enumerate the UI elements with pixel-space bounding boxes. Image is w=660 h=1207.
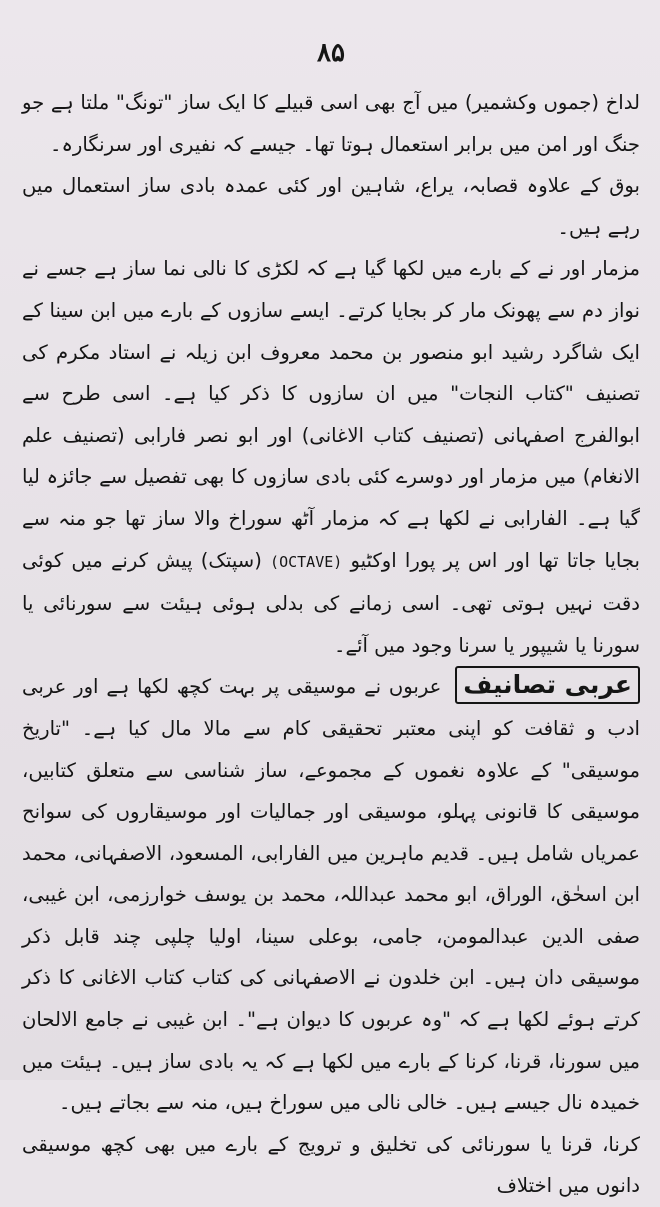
paragraph-4 (22, 666, 640, 1124)
paragraph-2: بوق کے علاوہ قصابہ، یراع، شاہین اور کئی عمدہ بادی ساز استعمال میں رہے ہیں۔ (22, 174, 640, 239)
page-number: ۸۵ (317, 38, 345, 68)
octave-label: (OCTAVE) (270, 552, 343, 571)
paragraph-3-continuation: (سپتک) پیش کرنے میں کوئی دقت نہیں ہوتی تھی۔ اسی زمانے کی بدلی ہوئی ہیئت سے سورنائی یا سورنا یا شیپور یا سرنا وجود میں آئے۔ (22, 548, 640, 657)
section-heading-arabic-works: عربی تصانیف (455, 666, 640, 704)
paragraph-3 (22, 248, 640, 666)
paragraph-1: لداخ (جموں وکشمیر) میں آج بھی اسی قبیلے کا ایک ساز "تونگ" ملتا ہے جو جنگ اور امن میں برابر استعمال ہوتا تھا۔ جیسے کہ نفیری اور سرنگارہ۔ (22, 91, 640, 156)
paragraph-3-text: مزمار اور نے کے بارے میں لکھا گیا ہے کہ لکڑی کا نالی نما ساز ہے جسے نے نواز دم سے پھونک مار کر بجایا کرتے۔ ایسے سازوں کے بارے میں ابن سینا کے ایک شاگرد رشید ابو منصور بن محمد معروف ابن زیلہ نے استاد مکرم کی تصنیف "کتاب النجات" میں ان سازوں کا ذکر کیا ہے۔ اسی طرح سے ابوالفرج اصفہانی (تصنیف کتاب الاغانی) اور ابو نصر فارابی (تصنیف علم الانغام) میں مزمار اور دوسرے کئی بادی سازوں کا بھی تفصیل سے جائزہ لیا گیا ہے۔ الفارابی نے لکھا ہے کہ مزمار آٹھ سوراخ والا ساز تھا جو منہ سے بجایا جاتا تھا اور اس پر پورا اوکٹیو (22, 257, 640, 572)
paragraph-5: کرنا، قرنا یا سورنائی کی تخلیق و ترویج کے بارے میں بھی کچھ موسیقی دانوں میں اختلاف (22, 1132, 640, 1198)
paragraph-4-text: عربوں نے موسیقی پر بہت کچھ لکھا ہے اور عربی ادب و ثقافت کو اپنی معتبر تحقیقی کام سے مالا مال کیا ہے۔ "تاریخ موسیقی" کے علاوہ نغموں کے مجموعے، ساز شناسی سے متعلق کتابیں، موسیقی کا قانونی پہلو، موسیقی اور جمالیات اور موسیقاروں کی سوانح عمریاں شامل ہیں۔ قدیم ماہرین میں الفارابی، المسعود، الاصفہانی، محمد ابن اسحٰق، الوراق، ابو محمد عبداللہ، محمد بن یوسف خوارزمی، ابن غیبی، صفی الدین عبدالمومن، جامی، بوعلی سینا، اولیا چلپی چند قابل ذکر موسیقی دان ہیں۔ ابن خلدون نے الاصفہانی کی کتاب کتاب الاغانی کا ذکر کرتے ہوئے لکھا ہے کہ "وہ عربوں کا دیوان ہے"۔ ابن غیبی نے جامع الالحان میں سورنا، قرنا، کرنا کے بارے میں لکھا ہے کہ یہ بادی ساز ہیں۔ ہیئت میں خمیدہ نال جیسے ہیں۔ خالی نالی میں سوراخ ہیں، منہ سے بجاتے ہیں۔ (22, 675, 640, 1115)
page-body (22, 82, 640, 1207)
